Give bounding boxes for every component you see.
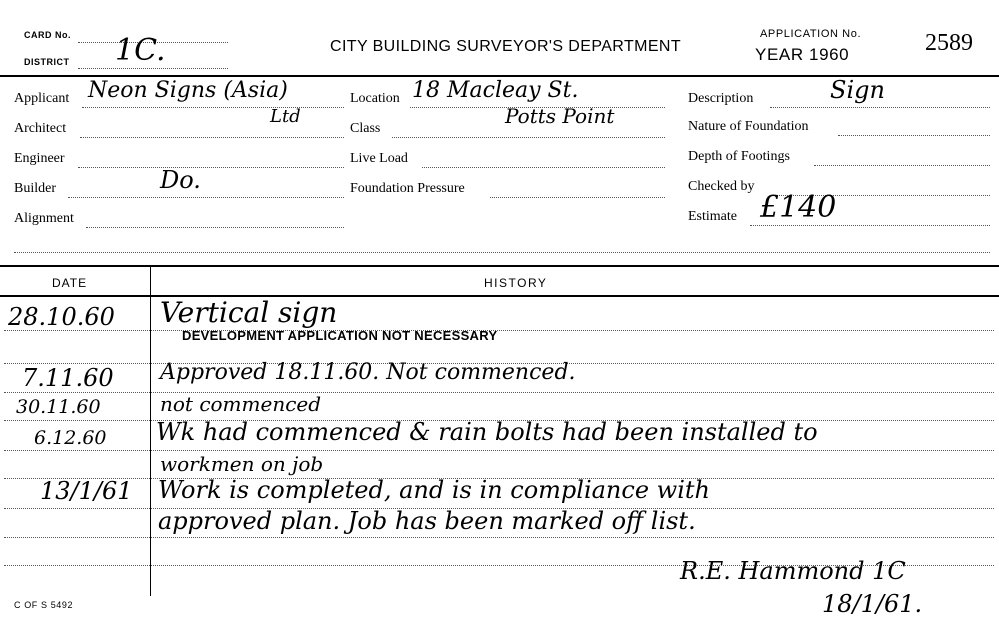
class-dots (392, 137, 665, 138)
applicant-value: Neon Signs (Asia) (88, 78, 288, 103)
row-date: 28.10.60 (8, 303, 115, 331)
date-column-divider (150, 266, 151, 596)
builder-value: Do. (160, 166, 201, 194)
applicant-value-2: Ltd (270, 106, 301, 127)
description-value: Sign (830, 76, 885, 104)
alignment-label: Alignment (14, 211, 74, 226)
row-dots (4, 330, 994, 331)
estimate-dots (750, 225, 990, 226)
engineer-dots (78, 167, 344, 168)
district-value: 1C. (115, 33, 166, 68)
row-text: Work is completed, and is in compliance with (158, 476, 710, 504)
form-code: C OF S 5492 (14, 600, 74, 610)
depth-dots (814, 165, 990, 166)
date-header: DATE (52, 276, 88, 290)
development-stamp: DEVELOPMENT APPLICATION NOT NECESSARY (182, 328, 498, 343)
row-dots (4, 537, 994, 538)
signature: R.E. Hammond 1C (680, 557, 906, 585)
row-dots (4, 450, 994, 451)
builder-dots (68, 197, 344, 198)
district-dots (78, 68, 228, 69)
class-value: Potts Point (505, 104, 615, 128)
estimate-label: Estimate (688, 209, 737, 224)
department-title: CITY BUILDING SURVEYOR'S DEPARTMENT (330, 38, 682, 55)
builder-label: Builder (14, 181, 56, 196)
blank-line-dots (14, 252, 990, 253)
row-text: Wk had commenced & rain bolts had been installed to (156, 418, 818, 446)
card-no-label: CARD No. (24, 30, 71, 40)
district-label: DISTRICT (24, 57, 70, 67)
estimate-value: £140 (760, 190, 837, 225)
class-label: Class (350, 121, 381, 136)
history-header: HISTORY (484, 276, 548, 290)
description-dots (770, 107, 990, 108)
row-date: 6.12.60 (34, 427, 107, 449)
live-load-label: Live Load (350, 151, 408, 166)
year-label: YEAR 1960 (755, 45, 850, 64)
nature-foundation-label: Nature of Foundation (688, 119, 809, 134)
depth-footings-label: Depth of Footings (688, 149, 790, 164)
architect-label: Architect (14, 121, 67, 136)
row-text: workmen on job (160, 452, 324, 476)
engineer-label: Engineer (14, 151, 65, 166)
row-text: not commenced (160, 392, 322, 416)
checked-by-label: Checked by (688, 179, 755, 194)
row-date: 30.11.60 (16, 396, 101, 418)
application-number: 2589 (925, 30, 973, 56)
row-text: Vertical sign (160, 296, 338, 329)
architect-dots (80, 137, 344, 138)
row-dots (4, 392, 994, 393)
location-value: 18 Macleay St. (412, 78, 579, 103)
row-text: approved plan. Job has been marked off list. (158, 507, 696, 535)
row-text: Approved 18.11.60. Not commenced. (160, 360, 576, 385)
location-label: Location (350, 91, 400, 106)
signature-date: 18/1/61. (822, 590, 923, 618)
foundation-pressure-label: Foundation Pressure (350, 181, 465, 196)
live-load-dots (422, 167, 665, 168)
alignment-dots (86, 227, 344, 228)
foundation-pressure-dots (490, 197, 665, 198)
row-date: 13/1/61 (40, 477, 133, 505)
applicant-dots (82, 107, 344, 108)
description-label: Description (688, 91, 754, 106)
application-no-label: APPLICATION No. (760, 28, 862, 40)
row-date: 7.11.60 (22, 364, 114, 392)
nature-dots (838, 135, 990, 136)
applicant-label: Applicant (14, 91, 70, 106)
